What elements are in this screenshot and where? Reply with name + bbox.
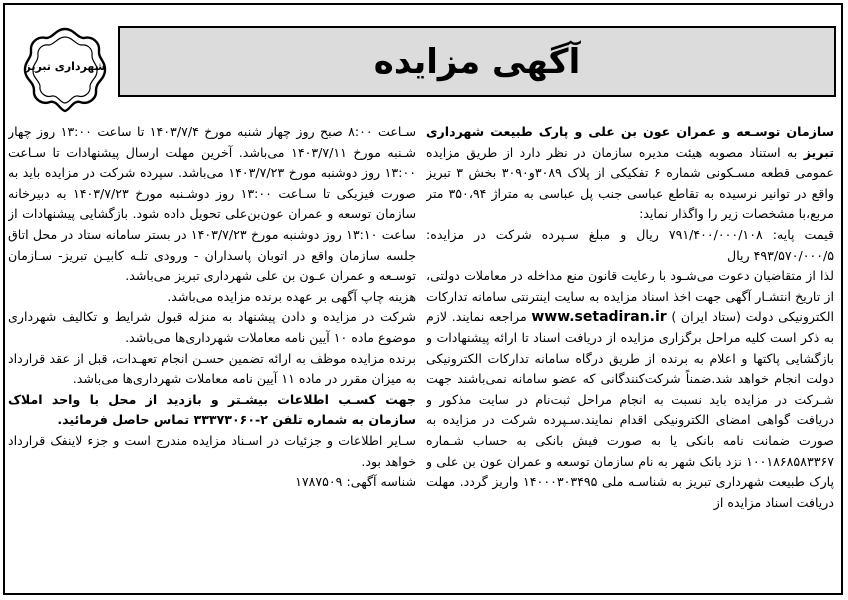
notice-body [8, 122, 834, 592]
contact-text: جهت کسـب اطلاعات بیشـتر و بازدید از محل با واحد املاک سازمان به شماره تلفن ۲-۳۳۳۷۳۰۶۰ تماس حاصل فرمائید. [8, 391, 416, 428]
procedure-text: مراجعه نمایند. لازم به ذکر است کلیه مراحل برگزاری مزایده از دریافت اسناد تا ارائه پیشنهادات و بازگشایی پاکتها و اعلام به برنده از طریق درگاه سامانه تدارکات الکترونیکی دولت انجام خواهد شد.ضمناً شرکت‌کنندگانی که عضو سامانه نمی‌باشند جهت شـرکت در مزایده باید نسبت به انجام مراحل ثبت‌نام در سایت مذکور و دریافت گواهی امضای الکترونیکی اقدام نمایند.سـپرده شرکت در مزایده به صورت ضمانت نامه بانکی یا به صورت فیش بانکی به حساب شـماره ۱۰۰۱۸۶۸۵۸۳۳۶۷ نزد بانک شهر به نام سازمان توسعه و عمران عون بن علی و پارک طبیعت شهرداری تبریز به شناسـه ملی ۱۴۰۰۰۳۰۳۴۹۵ واریز گردد. مهلت دریافت اسناد مزایده از [426, 309, 834, 510]
invite-text: لذا از متقاضیان دعوت می‌شـود با رعایت قانون منع مداخله در معاملات دولتی، از تاریخ انتشـار آگهی جهت اخذ اسناد مزایده به سایت اینترنتی سامانه تدارکات الکترونیکی دولت (ستاد ایران ) [426, 268, 834, 325]
price-text: قیمت پایه: ۷۹۱/۴۰۰/۰۰۰/۱۰۸ ریال و مبلغ سـپرده شرکت در مزایده: ۴۹۳/۵۷۰/۰۰۰/۵ ریال [426, 226, 834, 263]
schedule-text: سـاعت ۸:۰۰ صبح روز چهار شنبه مورخ ۱۴۰۳/۷/۴ تا ساعت ۱۳:۰۰ روز چهار شـنبه مورخ ۱۴۰۳/۷/۱۱ می‌باشد. آخرین مهلت ارسال پیشنهادات تا سـاعت ۱۳:۰۰ روز دوشنبه مورخ ۱۴۰۳/۷/۲۳ می‌باشد. سپرده شرکت در مزایده باید به صورت فیزیکی تا سـاعت ۱۳:۰۰ روز دوشـنبه مورخ ۱۴۰۳/۷/۲۳ به دبیرخانه سازمان توسعه و عمران عون‌بن‌علی تحویل داده شود. بازگشایی پیشنهادات از ساعت ۱۳:۱۰ روز دوشنبه مورخ ۱۴۰۳/۷/۲۳ در بستر سامانه ستاد در محل اتاق جلسه سازمان واقع در اتوبان پاسداران - ورودی تلـه کابیـن تبریز- سـازمان توسـعه و عمران عـون بن علی شهرداری تبریز می‌باشد. [8, 124, 416, 284]
intro-text: به استناد مصوبه هیئت مدیره سازمان در نظر دارد از طریق مزایده عمومی قطعه مسـکونی شماره ۶ تفکیکی از پلاک ۳۰۸۹و۳۰۹۰ بخش ۳ تبریز واقع در توانیر نرسیده به تقاطع عباسی جنب پل عباسی به متراژ ۳۵۰،۹۴ متر مربع،با مشخصات زیر را واگذار نماید: [426, 144, 834, 222]
page-title: آگهی مزایده [373, 41, 581, 82]
org-name: سازمان توسـعه و عمران عون بن علی و پارک طبیعت شهرداری تبریز [426, 124, 834, 160]
participation-text: شرکت در مزایده و دادن پیشنهاد به منزله قبول شرایط و تکالیف شهرداری موضوع ماده ۱۰ آیین نامه معاملات شهرداری‌ها می‌باشد. [8, 309, 416, 345]
right-column [426, 122, 834, 592]
website-link[interactable]: www.setadiran.ir [531, 309, 667, 326]
tabriz-municipality-logo [22, 26, 108, 114]
logo-text: شهرداری تبریز [24, 60, 106, 73]
ad-id-text: شناسه آگهی: ۱۷۸۷۵۰۹ [295, 474, 416, 490]
left-column [8, 122, 416, 592]
winner-obligation-text: برنده مزایده موظف به ارائه تضمین حسـن انجام تعهـدات، قبل از عقد قرارداد به میزان مقرر در ماده ۱۱ آیین نامه معاملات شهرداری‌ها می‌باشد. [8, 350, 416, 387]
cost-text: هزینه چاپ آگهی بر عهده برنده مزایده می‌باشد. [167, 288, 416, 304]
more-info-text: سـایر اطلاعات و جزئیات در اسـناد مزایده مندرج است و جزء لاینفک قرارداد خواهد بود. [8, 432, 416, 469]
